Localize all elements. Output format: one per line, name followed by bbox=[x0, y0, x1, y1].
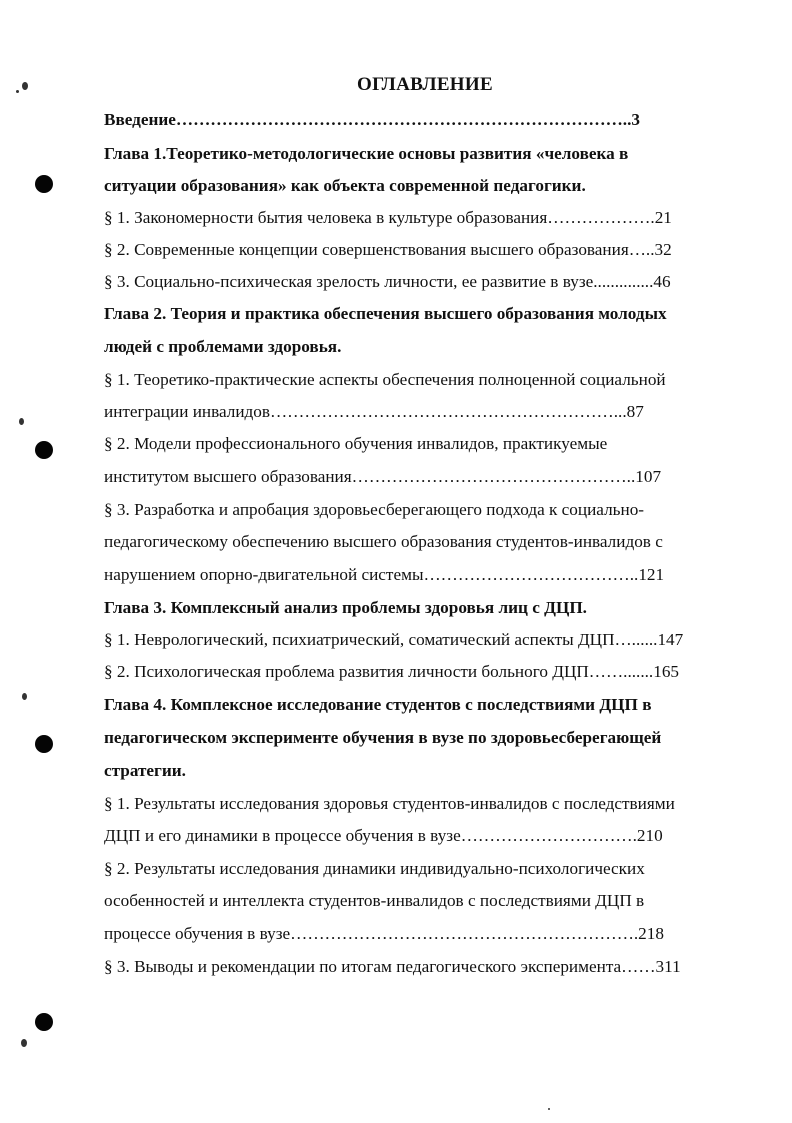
toc-line-ch2-s3-cont: педагогическому обеспечению высшего образования студентов-инвалидов с bbox=[104, 532, 663, 551]
scan-speck bbox=[22, 693, 27, 700]
punch-hole-icon bbox=[35, 735, 53, 753]
toc-title: ОГЛАВЛЕНИЕ bbox=[357, 74, 493, 95]
scan-speck bbox=[22, 82, 28, 90]
scan-speck bbox=[21, 1039, 27, 1047]
toc-line-ch2-s1: § 1. Теоретико-практические аспекты обеспечения полноценной социальной bbox=[104, 370, 666, 389]
scan-speck bbox=[548, 1108, 550, 1110]
toc-line-chapter4-heading: Глава 4. Комплексное исследование студентов с последствиями ДЦП в bbox=[104, 695, 652, 714]
toc-line-chapter4-heading-cont: педагогическом эксперименте обучения в вузе по здоровьесберегающей bbox=[104, 728, 662, 747]
punch-hole-icon bbox=[35, 175, 53, 193]
toc-line-ch1-s3: § 3. Социально-психическая зрелость личности, ее развитие в вузе..............46 bbox=[104, 272, 671, 291]
toc-line-ch4-s1-cont: ДЦП и его динамики в процессе обучения в вузе………………………….210 bbox=[104, 826, 663, 845]
scan-speck bbox=[19, 418, 24, 425]
toc-line-ch2-s2: § 2. Модели профессионального обучения инвалидов, практикуемые bbox=[104, 434, 608, 453]
toc-line-chapter2-heading: Глава 2. Теория и практика обеспечения высшего образования молодых bbox=[104, 304, 667, 323]
toc-line-ch2-s1-cont: интеграции инвалидов……………………………………………………...87 bbox=[104, 402, 644, 421]
toc-line-ch4-s3: § 3. Выводы и рекомендации по итогам педагогического эксперимента……311 bbox=[104, 957, 681, 976]
toc-line-ch4-s2: § 2. Результаты исследования динамики индивидуально-психологических bbox=[104, 859, 645, 878]
toc-line-ch4-s1: § 1. Результаты исследования здоровья студентов-инвалидов с последствиями bbox=[104, 794, 675, 813]
toc-line-ch2-s3-cont2: нарушением опорно-двигательной системы………………………………..121 bbox=[104, 565, 665, 584]
toc-line-chapter1-heading: Глава 1.Теоретико-методологические основы развития «человека в bbox=[104, 144, 629, 163]
toc-line-chapter4-heading-cont2: стратегии. bbox=[104, 761, 186, 780]
toc-line-introduction: Введение……………………………………………………………………..3 bbox=[104, 110, 640, 129]
toc-line-ch2-s2-cont: институтом высшего образования…………………………………………..107 bbox=[104, 467, 662, 486]
toc-line-chapter3-heading: Глава 3. Комплексный анализ проблемы здоровья лиц с ДЦП. bbox=[104, 598, 587, 617]
toc-line-ch2-s3: § 3. Разработка и апробация здоровьесберегающего подхода к социально- bbox=[104, 500, 645, 519]
toc-line-ch3-s2: § 2. Психологическая проблема развития личности больного ДЦП…….......165 bbox=[104, 662, 680, 681]
toc-line-ch1-s1: § 1. Закономерности бытия человека в культуре образования……………….21 bbox=[104, 208, 672, 227]
toc-line-chapter2-heading-cont: людей с проблемами здоровья. bbox=[104, 337, 342, 356]
punch-hole-icon bbox=[35, 441, 53, 459]
toc-line-ch1-s2: § 2. Современные концепции совершенствования высшего образования…..32 bbox=[104, 240, 672, 259]
toc-line-ch3-s1: § 1. Неврологический, психиатрический, соматический аспекты ДЦП…......147 bbox=[104, 630, 684, 649]
toc-line-chapter1-heading-cont: ситуации образования» как объекта современной педагогики. bbox=[104, 176, 586, 195]
toc-line-ch4-s2-cont: особенностей и интеллекта студентов-инвалидов с последствиями ДЦП в bbox=[104, 891, 645, 910]
scan-speck bbox=[16, 90, 19, 93]
toc-line-ch4-s2-cont2: процессе обучения в вузе…………………………………………………….218 bbox=[104, 924, 664, 943]
punch-hole-icon bbox=[35, 1013, 53, 1031]
